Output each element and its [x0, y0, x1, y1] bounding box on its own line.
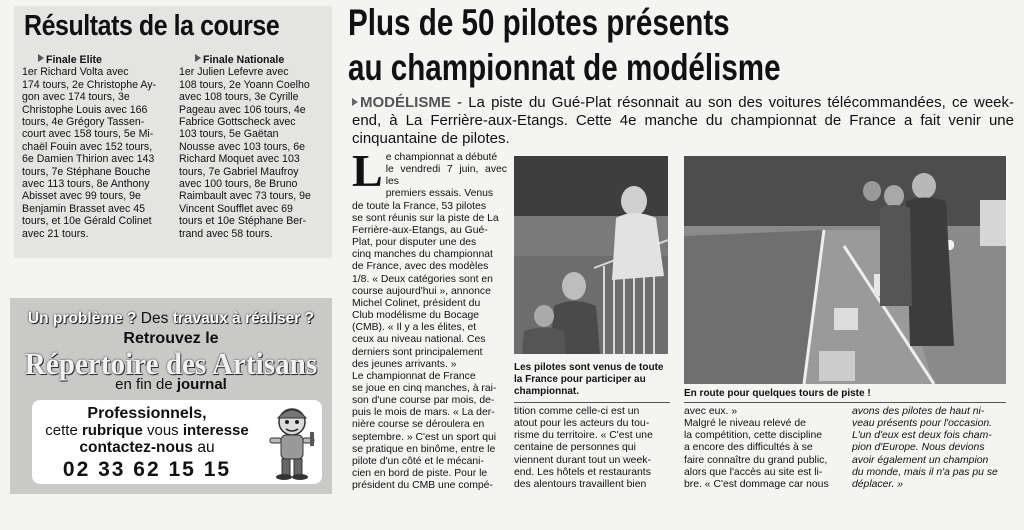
ad-problem-text: Un problème ?: [27, 310, 137, 327]
text-line: Pageau avec 106 tours, 4e: [179, 103, 306, 116]
text-line: des alentours travaillent bien: [514, 478, 647, 490]
results-title: Résultats de la course: [24, 10, 280, 42]
finale-nationale-results: [179, 66, 331, 240]
text-line: cinq manches du championnat: [352, 249, 493, 261]
ad-line-problem: [10, 310, 332, 328]
text-line: Vincent Soufflet avec 69: [179, 202, 293, 215]
caption-rule-2: [684, 402, 1006, 403]
text-line: Fabrice Gottscheck avec: [179, 116, 296, 129]
text-line: ceux au niveau national. Ces: [352, 334, 486, 346]
article-headline: [348, 0, 781, 90]
text-line: se sont réunis sur la piste de La: [352, 212, 499, 224]
text-line: L'un d'eux est deux fois cham-: [852, 430, 992, 442]
article-kicker: MODÉLISME: [360, 94, 451, 111]
text-line: avec 113 tours, 8e Anthony: [22, 178, 150, 191]
text-line: e championnat a débuté: [385, 152, 498, 163]
drop-cap: L: [352, 145, 383, 196]
text-line: Michel Colinet, président du: [352, 297, 481, 309]
text-line: son d'une course par mois, de-: [352, 395, 495, 407]
ad-professionnels: Professionnels,: [87, 405, 207, 422]
kicker-triangle-icon: [352, 98, 358, 106]
text-line: avec 21 tours.: [22, 227, 89, 240]
artisans-advertisement: [10, 298, 332, 494]
text-line: 6e Damien Thirion avec 143: [22, 153, 155, 166]
finale-elite-column: [22, 54, 174, 240]
text-line: tours, 7e Gabriel Maufroy: [179, 165, 299, 178]
text-line: court avec 158 tours, 5e Mi-: [22, 128, 154, 141]
text-line: 108 tours, 2e Yoann Coelho: [179, 78, 310, 91]
text-line: se pratique en binôme, entre le: [352, 443, 496, 455]
text-line: alors que l'accès au site est li-: [684, 466, 823, 478]
text-line: course aujourd'hui », annonce: [352, 285, 491, 297]
photo-caption-1: Les pilotes sont venus de toute la France pour participer au championnat.: [514, 362, 664, 398]
text-line: trand avec 58 tours.: [179, 227, 273, 240]
text-line: Malgré le niveau relevé de: [684, 418, 806, 430]
text-line: tours, et 10e Gérald Colinet: [22, 215, 152, 228]
text-line: Benjamin Brasset avec 45: [22, 202, 146, 215]
article-column-1: [352, 145, 507, 492]
photo-track-image: [684, 156, 1006, 384]
ad-rubrique-line: [32, 422, 262, 439]
text-line: end. Les hôtels et restaurants: [514, 466, 651, 478]
ad-rubrique-text: rubrique: [81, 422, 143, 439]
article-column-3: [684, 406, 836, 491]
ad-contactez-text: contactez-nous: [79, 439, 194, 456]
text-line: tours, 4e Grégory Tassen-: [22, 116, 145, 129]
text-line: 1/8. « Deux catégories sont en: [352, 273, 493, 285]
text-line: Plat, pour disputer une des: [352, 237, 477, 249]
finale-nationale-column: [179, 54, 331, 240]
photo-track: [684, 156, 1006, 384]
article-lede: [352, 94, 1014, 148]
text-line: Club modélisme du Bocage: [352, 310, 480, 322]
text-line: gon avec 174 tours, 3e: [22, 91, 130, 104]
headline-line-1: Plus de 50 pilotes présents: [348, 2, 730, 43]
text-line: président du CMB une compé-: [352, 480, 493, 492]
ad-des-text: Des: [136, 310, 173, 327]
text-line: Christophe Louis avec 166: [22, 103, 148, 116]
results-box: [14, 6, 332, 258]
text-line: le vendredi 7 juin, avec les: [385, 164, 507, 188]
text-line: du monde, mais il n'a pas pu se: [852, 466, 998, 478]
ad-cette-text: cette: [45, 422, 82, 439]
worker-mascot-icon: [264, 402, 320, 482]
article-column-2: [514, 406, 670, 491]
text-line: derniers sont principalement: [352, 346, 483, 358]
ad-au-text: au: [193, 439, 215, 456]
text-line: septembre. » C'est un sport qui: [352, 431, 497, 443]
text-line: atout pour les acteurs du tou-: [514, 418, 650, 430]
text-line: de France, avec des modèles: [352, 261, 489, 273]
ad-vous-text: vous: [142, 422, 183, 439]
ad-contact-line: [32, 439, 262, 457]
text-line: a encore des difficultés à se: [684, 442, 813, 454]
text-line: (CMB). « Il y a les élites, et: [352, 322, 477, 334]
text-line: risme du territoire. « C'est une: [514, 430, 653, 442]
text-line: pion d'Europe. Nous devions: [852, 442, 985, 454]
text-line: nière course se déroulera en: [352, 419, 485, 431]
photo-pilots-image: [514, 156, 668, 354]
photo-pilots-stand: [514, 156, 668, 354]
text-line: Le championnat de France: [352, 370, 476, 382]
text-line: 1er Richard Volta avec: [22, 66, 129, 79]
text-line: Abisset avec 99 tours, 9e: [22, 190, 141, 203]
text-line: Richard Moquet avec 103: [179, 153, 300, 166]
text-line: puis le mois de mars. « La der-: [352, 407, 495, 419]
photo-caption-2: En route pour quelques tours de piste !: [684, 388, 871, 399]
ad-travaux-text: travaux à réaliser ?: [172, 310, 314, 327]
ad-en-fin-text: en fin de: [115, 376, 177, 393]
text-line: 103 tours, 5e Gaëtan: [179, 128, 279, 141]
text-line: 1er Julien Lefevre avec: [179, 66, 289, 79]
text-line: Nousse avec 103 tours, 6e: [179, 140, 306, 153]
ad-interesse-text: interesse: [182, 422, 249, 439]
text-line: cien en bord de piste. Pour le: [352, 468, 488, 480]
ad-phone-number: 02 33 62 15 15: [62, 458, 232, 481]
text-line: la compétition, cette discipline: [684, 430, 823, 442]
text-line: de toute la France, 53 pilotes: [352, 200, 487, 212]
bullet-triangle-icon: [38, 54, 44, 62]
text-line: pilote d'un côté et le mécani-: [352, 455, 484, 467]
ad-repertoire-title: Répertoire des Artisans: [24, 346, 318, 381]
text-line: viennent durant tout un week-: [514, 454, 651, 466]
text-line: chaël Fouin avec 152 tours,: [22, 140, 153, 153]
caption-rule-1: [514, 402, 670, 403]
text-line: premiers essais. Venus: [385, 188, 494, 200]
ad-line-retrouvez: Retrouvez le: [123, 330, 219, 347]
text-line: faire connaître du grand public,: [684, 454, 828, 466]
text-line: veau présents pour l'occasion.: [852, 418, 993, 430]
lede-text: - La piste du Gué-Plat résonnait au son des voitures télécommandées, ce week-end, à La Ferrière-aux-Etangs. Cette 4e manche du championnat de France a fait venir une cinquantaine de pilotes.: [352, 94, 1014, 147]
text-line: avec 100 tours, 8e Bruno: [179, 178, 298, 191]
text-line: bre. « C'est dommage car nous: [684, 478, 829, 490]
article-column-4: [852, 406, 1008, 491]
finale-nationale-heading: Finale Nationale: [203, 54, 285, 66]
ad-contact-box: [32, 400, 322, 484]
text-line: avec 108 tours, 3e Cyrille: [179, 91, 299, 104]
finale-elite-heading: Finale Elite: [46, 54, 102, 66]
column-1-text: [352, 145, 507, 492]
ad-journal-text: journal: [176, 376, 227, 393]
headline-line-2: au championnat de modélisme: [348, 47, 781, 88]
bullet-triangle-icon: [195, 54, 201, 62]
text-line: tours et 10e Stéphane Ber-: [179, 215, 307, 228]
text-line: avons des pilotes de haut ni-: [852, 406, 985, 417]
text-line: des jeunes arrivants. »: [352, 358, 457, 370]
text-line: Ferrière-aux-Etangs, au Gué-: [352, 224, 488, 236]
text-line: avoir également un champion: [852, 454, 989, 466]
text-line: centaine de personnes qui: [514, 442, 636, 454]
text-line: tours, 7e Stéphane Bouche: [22, 165, 151, 178]
text-line: tition comme celle-ci est un: [514, 406, 640, 417]
text-line: avec eux. »: [684, 406, 738, 417]
ad-line-journal: [10, 376, 332, 393]
finale-elite-results: [22, 66, 174, 240]
text-line: 174 tours, 2e Christophe Ay-: [22, 78, 157, 91]
text-line: se joue en cinq manches, à rai-: [352, 382, 497, 394]
text-line: déplacer. »: [852, 478, 904, 490]
text-line: Raimbault avec 73 tours, 9e: [179, 190, 311, 203]
